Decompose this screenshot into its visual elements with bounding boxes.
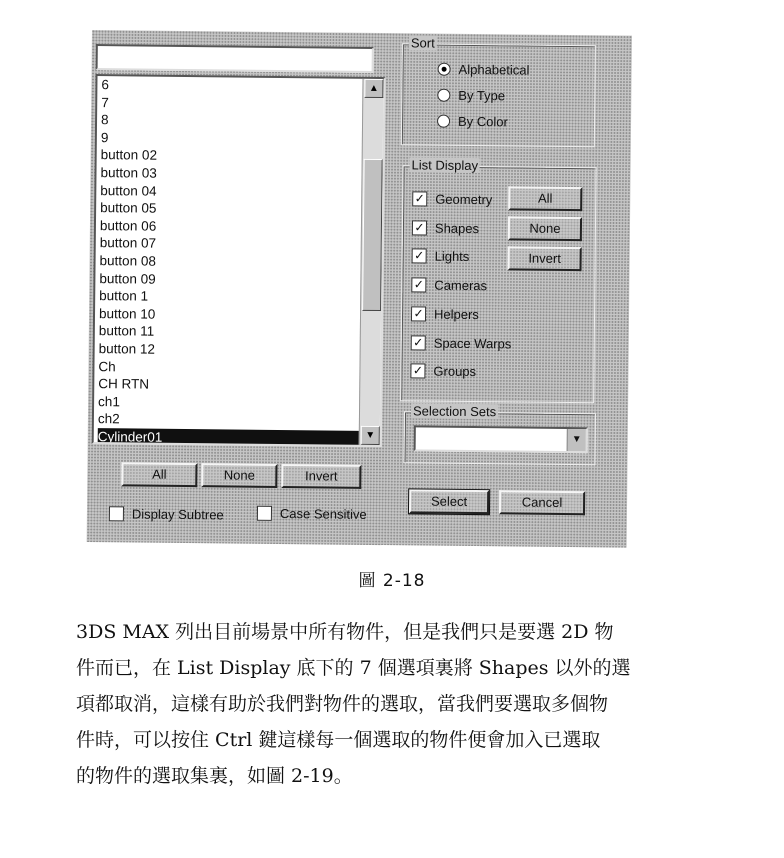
list-all-button[interactable]: All [121,462,197,487]
list-display-option[interactable] [411,306,479,322]
sort-option[interactable] [437,88,505,104]
list-item[interactable]: button 10 [98,305,156,322]
list-display-option[interactable] [411,335,512,351]
list-item[interactable]: 7 [101,94,109,110]
list-item[interactable]: button 04 [100,182,157,199]
paragraph-line: 件而已，在 List Display 底下的 7 個選項裏將 Shapes 以外的選 [76,657,631,679]
dropdown-arrow-icon[interactable]: ▼ [567,429,586,451]
display-subtree-checkbox[interactable] [109,506,124,521]
object-list [94,76,364,447]
name-filter-input[interactable] [96,44,374,73]
paragraph-line: 項都取消，這樣有助於我們對物件的選取，當我們要選取多個物 [76,693,609,715]
list-display-option[interactable] [412,191,492,207]
sort-options [92,30,632,36]
checkbox[interactable]: ✓ [412,249,427,264]
select-button[interactable]: Select [409,489,489,514]
case-sensitive-option[interactable] [257,506,367,522]
display-none-button[interactable]: None [508,216,582,241]
sort-option-label: Alphabetical [458,61,530,78]
radio-button[interactable] [437,115,450,128]
scroll-up-icon[interactable]: ▲ [364,79,383,98]
list-item[interactable]: 6 [101,77,110,93]
list-display-option[interactable] [411,277,487,293]
list-item[interactable]: button 02 [100,147,158,164]
list-display-option-label: Geometry [435,191,493,208]
select-objects-dialog [87,30,632,548]
list-none-button[interactable]: None [201,463,277,488]
object-listbox[interactable] [92,74,386,447]
list-item[interactable]: 9 [100,129,109,145]
checkbox[interactable]: ✓ [411,277,426,292]
list-display-option-label: Space Warps [433,335,512,351]
list-display-option[interactable] [410,364,476,380]
radio-button[interactable] [437,89,450,102]
selection-sets-dropdown[interactable] [414,425,588,453]
body-paragraph [76,614,756,794]
case-sensitive-label: Case Sensitive [279,505,367,522]
scroll-thumb[interactable] [362,159,383,311]
list-scrollbar[interactable] [359,79,384,445]
list-item[interactable]: ch2 [97,411,120,427]
list-item[interactable]: button 09 [99,270,156,287]
list-item[interactable]: button 06 [99,217,157,234]
list-display-option-label: Groups [433,363,477,380]
list-display-group-title: List Display [411,157,479,174]
display-all-button[interactable]: All [508,186,582,211]
sort-option[interactable] [437,114,508,130]
list-item[interactable]: button 08 [99,253,156,269]
display-invert-button[interactable]: Invert [508,246,582,271]
paragraph-line: 的物件的選取集裏，如圖 2-19。 [76,765,353,787]
sort-group-title: Sort [410,35,435,51]
list-display-options [92,30,632,36]
radio-button[interactable] [438,63,451,76]
list-item[interactable]: ch1 [98,393,120,409]
list-display-option[interactable] [412,249,470,265]
checkbox[interactable]: ✓ [411,335,426,350]
list-display-option-label: Lights [434,248,470,265]
paragraph-line: 3DS MAX 列出目前場景中所有物件，但是我們只是要選 2D 物 [76,621,614,643]
list-display-option-label: Helpers [433,306,479,322]
list-item[interactable]: button 11 [98,323,155,339]
checkbox[interactable]: ✓ [411,306,426,321]
cancel-button[interactable]: Cancel [499,490,585,515]
list-item[interactable]: button 05 [100,200,157,216]
paragraph-line: 件時，可以按住 Ctrl 鍵這樣每一個選取的物件便會加入已選取 [76,729,601,751]
list-item[interactable]: button 12 [98,340,156,357]
list-display-option-label: Shapes [434,220,480,236]
list-item[interactable]: button 03 [100,165,157,181]
list-item[interactable]: CH RTN [98,376,150,392]
display-subtree-option[interactable] [109,506,224,522]
list-item[interactable]: button 1 [99,288,149,304]
selection-sets-group-title: Selection Sets [412,403,497,420]
figure-caption: 圖 2-18 [358,571,426,591]
list-item[interactable]: Cylinder01 [98,428,360,447]
list-item[interactable]: button 07 [99,235,157,252]
list-invert-button[interactable]: Invert [281,464,361,489]
checkbox[interactable]: ✓ [410,364,425,379]
list-display-option-label: Cameras [434,277,488,294]
list-item[interactable]: 8 [100,112,109,128]
checkbox[interactable]: ✓ [412,191,427,206]
sort-option-label: By Type [458,87,506,104]
list-item[interactable]: Ch [98,358,116,374]
list-display-option[interactable] [412,220,479,236]
sort-option[interactable] [438,62,530,78]
scroll-down-icon[interactable]: ▼ [361,426,380,445]
display-subtree-label: Display Subtree [131,506,224,523]
sort-option-label: By Color [457,113,508,130]
checkbox[interactable]: ✓ [412,220,427,235]
case-sensitive-checkbox[interactable] [257,506,272,521]
